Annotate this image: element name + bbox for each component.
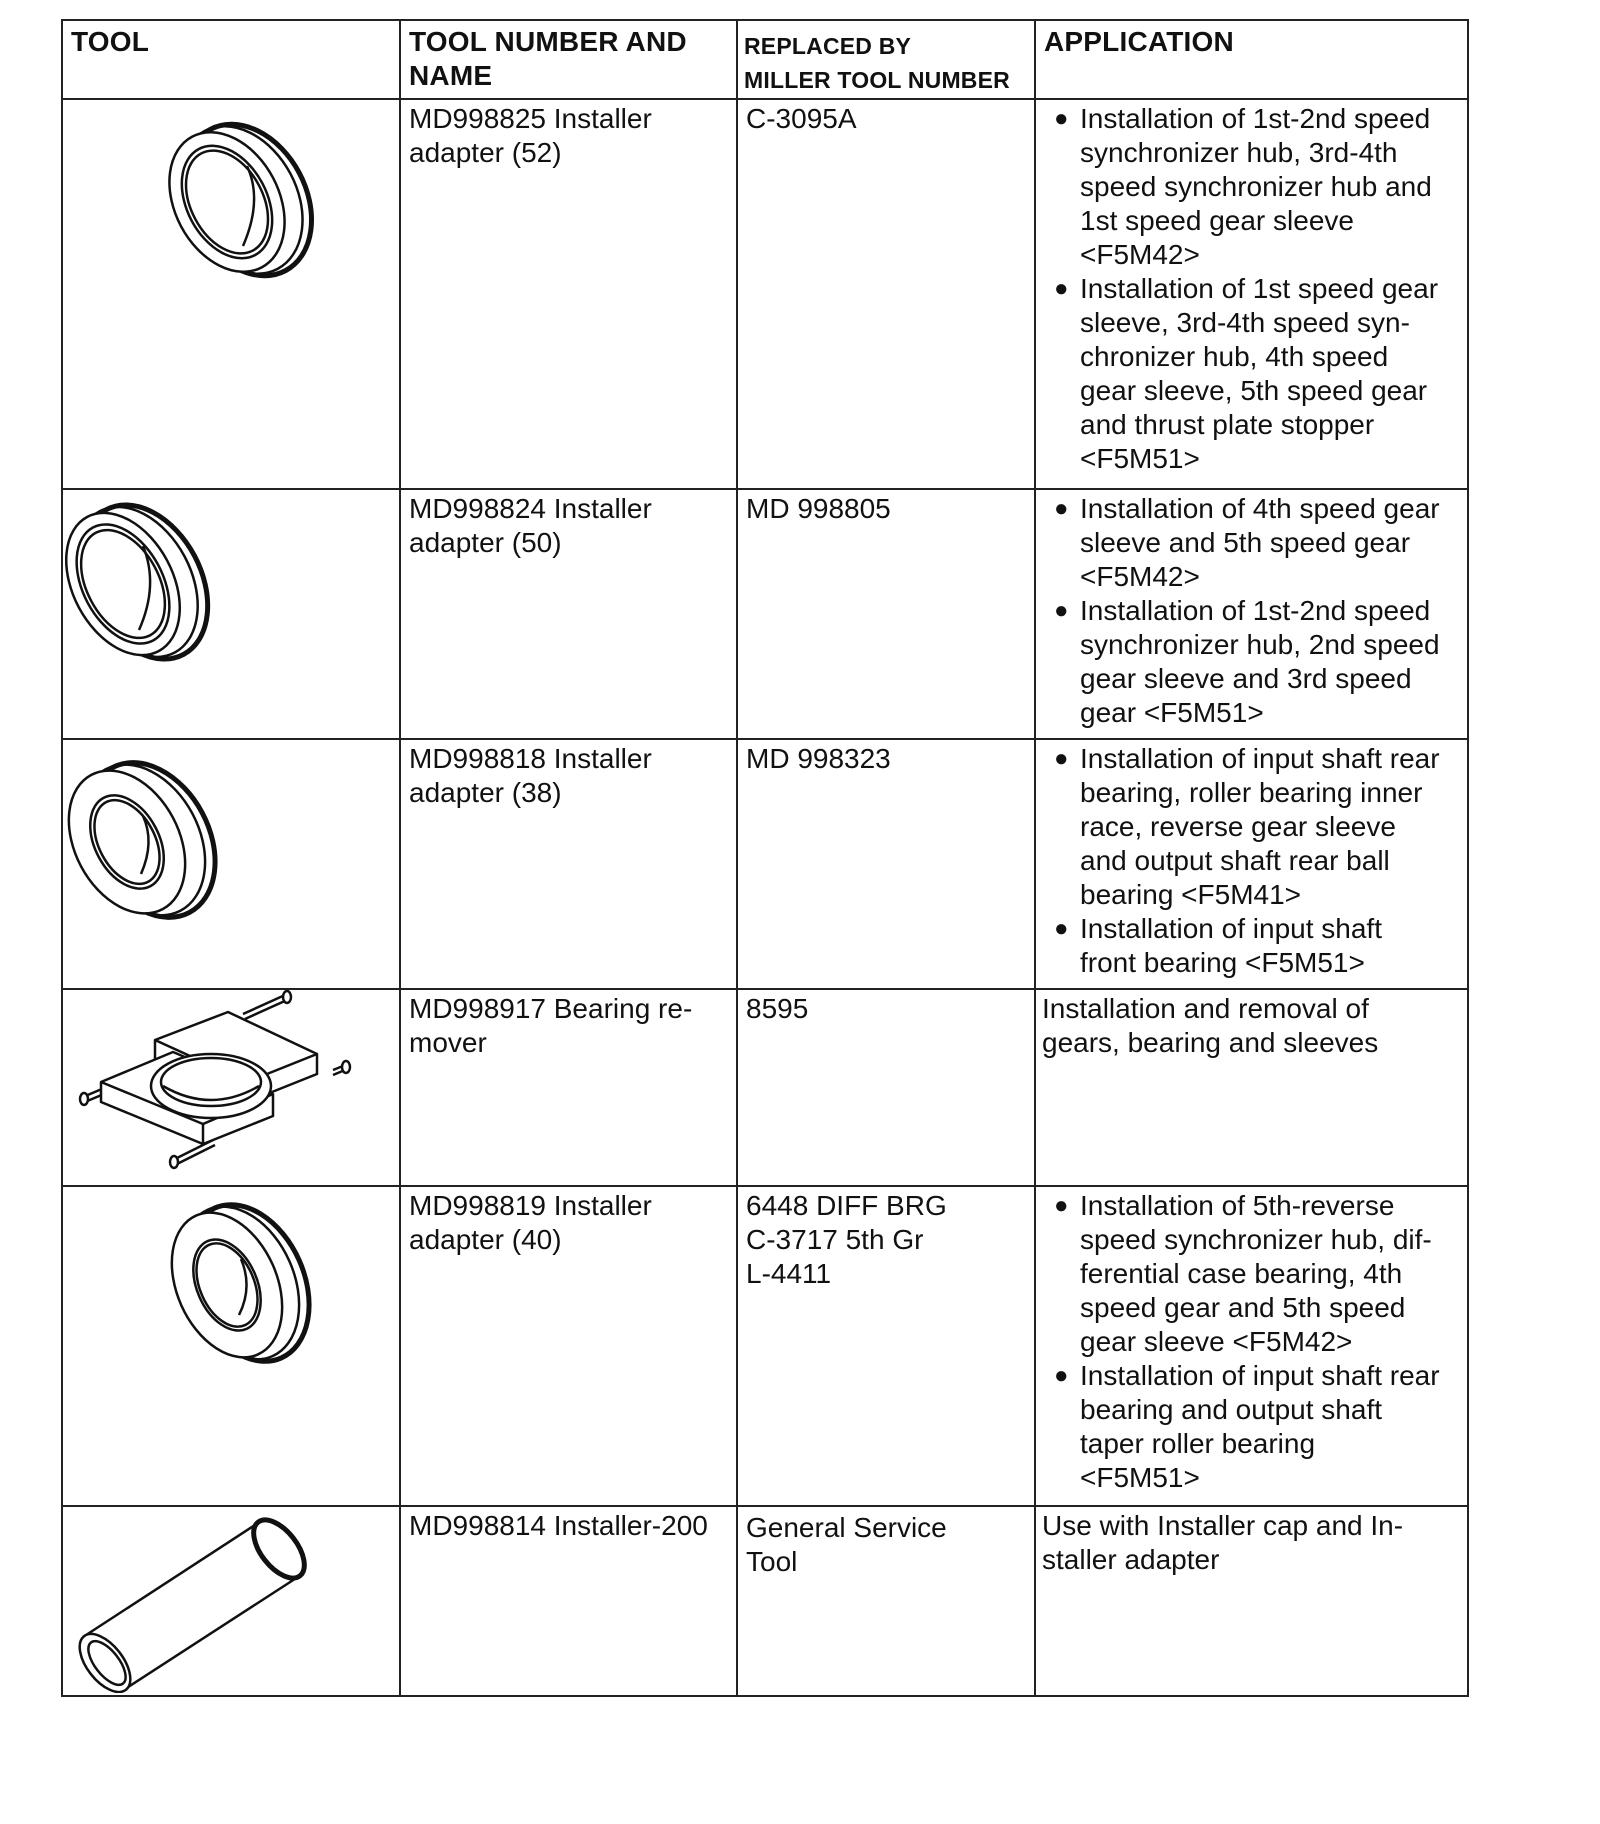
tool-name-cell [400,1506,737,1696]
application-cell [1035,489,1468,739]
tool-illustration-cell [62,1186,400,1506]
table-row [62,989,1468,1186]
replaced-by-cell [737,489,1035,739]
application-item: ● Installation of input shaft front bearing <F5M51> [1054,913,1382,978]
application-item: ● Installation of 1st-2nd speed synchronizer hub, 2nd speed gear sleeve and 3rd speed gear <F5M51> [1054,595,1440,728]
bullet-icon: ● [1054,915,1069,942]
tool-illustration-cell [62,1506,400,1696]
application-cell [1035,1506,1468,1696]
tool-illustration-cell [62,739,400,989]
application-cell [1035,989,1468,1186]
application-text-line: staller adapter [1042,1544,1220,1575]
replaced-by-line: L-4411 [746,1258,832,1289]
replaced-by-line: C-3095A [746,103,857,134]
application-list [1036,1187,1467,1495]
installer-adapter-icon [63,740,399,986]
replaced-by-cell [737,99,1035,489]
application-item: ● Installation of 1st-2nd speed synchronizer hub, 3rd-4th speed synchronizer hub and 1st speed gear sleeve <F5M42> [1054,103,1432,270]
replaced-by-line: Tool [746,1546,798,1577]
replaced-by-line: 6448 DIFF BRG [746,1190,947,1221]
header-replaced-line-1: REPLACED BY [744,33,912,59]
tool-name-cell [400,1186,737,1506]
tool-name-line: mover [409,1027,487,1058]
tool-name-cell [400,739,737,989]
installer-adapter-icon [63,490,399,736]
replaced-by-cell [737,989,1035,1186]
replaced-by-cell [737,1186,1035,1506]
table-row [62,1186,1468,1506]
header-replaced-by [737,20,1035,99]
tool-name-line: MD998824 Installer [409,493,652,524]
special-tools-table [61,19,1469,1697]
bearing-remover-icon [63,990,399,1183]
bullet-icon: ● [1054,275,1069,302]
tool-name-line: MD998917 Bearing re- [409,993,693,1024]
tool-name-line: MD998819 Installer [409,1190,652,1221]
application-list [1036,490,1467,730]
bullet-icon: ● [1054,1362,1069,1389]
application-item: ● Installation of 1st speed gear sleeve, 3rd-4th speed syn- chronizer hub, 4th speed gear sleeve, 5th speed gear and thrust plate stopper <F5M51> [1054,273,1439,474]
tool-name-line: adapter (38) [409,777,562,808]
bullet-icon: ● [1054,1192,1069,1219]
tool-name-cell [400,489,737,739]
header-tool-number-line-2: NAME [409,60,493,91]
application-list [1036,100,1467,476]
tool-name-line: MD998818 Installer [409,743,652,774]
replaced-by-line: 8595 [746,993,809,1024]
bullet-icon: ● [1054,495,1069,522]
application-item: ● Installation of input shaft rear bearing, roller bearing inner race, reverse gear sleeve and output shaft rear ball bearing <F5M41> [1054,743,1440,910]
application-cell [1035,99,1468,489]
tool-name-line: MD998825 Installer [409,103,652,134]
application-cell [1035,1186,1468,1506]
tool-name-line: adapter (52) [409,137,562,168]
application-item: ● Installation of 5th-reverse speed synchronizer hub, dif- ferential case bearing, 4th speed gear and 5th speed gear sleeve <F5M42> [1054,1190,1432,1357]
application-cell [1035,739,1468,989]
bullet-icon: ● [1054,105,1069,132]
installer-tube-icon [63,1507,399,1693]
replaced-by-cell [737,739,1035,989]
table-row [62,99,1468,489]
table-row [62,739,1468,989]
application-item: ● Installation of input shaft rear bearing and output shaft taper roller bearing <F5M51> [1054,1360,1440,1493]
replaced-by-cell [737,1506,1035,1696]
tool-name-line: adapter (40) [409,1224,562,1255]
header-row [62,20,1468,99]
table-row [62,1506,1468,1696]
tool-name-cell [400,989,737,1186]
installer-adapter-icon [63,1187,399,1503]
tool-name-cell [400,99,737,489]
application-text-line: Installation and removal of [1042,993,1369,1024]
header-tool-number-and-name [400,20,737,99]
replaced-by-line: C-3717 5th Gr [746,1224,924,1255]
replaced-by-line: MD 998805 [746,493,891,524]
header-tool-number-line-1: TOOL NUMBER AND [409,26,687,57]
table-row [62,489,1468,739]
header-application: APPLICATION [1035,20,1468,99]
tool-illustration-cell [62,99,400,489]
replaced-by-line: MD 998323 [746,743,891,774]
bullet-icon: ● [1054,597,1069,624]
header-tool: TOOL [62,20,400,99]
installer-adapter-icon [63,100,399,486]
application-list [1036,740,1467,980]
tool-illustration-cell [62,989,400,1186]
application-item: ● Installation of 4th speed gear sleeve and 5th speed gear <F5M42> [1054,493,1440,592]
bullet-icon: ● [1054,745,1069,772]
replaced-by-line: General Service [746,1512,947,1543]
application-text-line: Use with Installer cap and In- [1042,1510,1404,1541]
tool-name-line: adapter (50) [409,527,562,558]
tool-name-line: MD998814 Installer-200 [409,1510,708,1541]
tool-illustration-cell [62,489,400,739]
header-replaced-line-2: MILLER TOOL NUMBER [744,67,1010,93]
application-text-line: gears, bearing and sleeves [1042,1027,1379,1058]
